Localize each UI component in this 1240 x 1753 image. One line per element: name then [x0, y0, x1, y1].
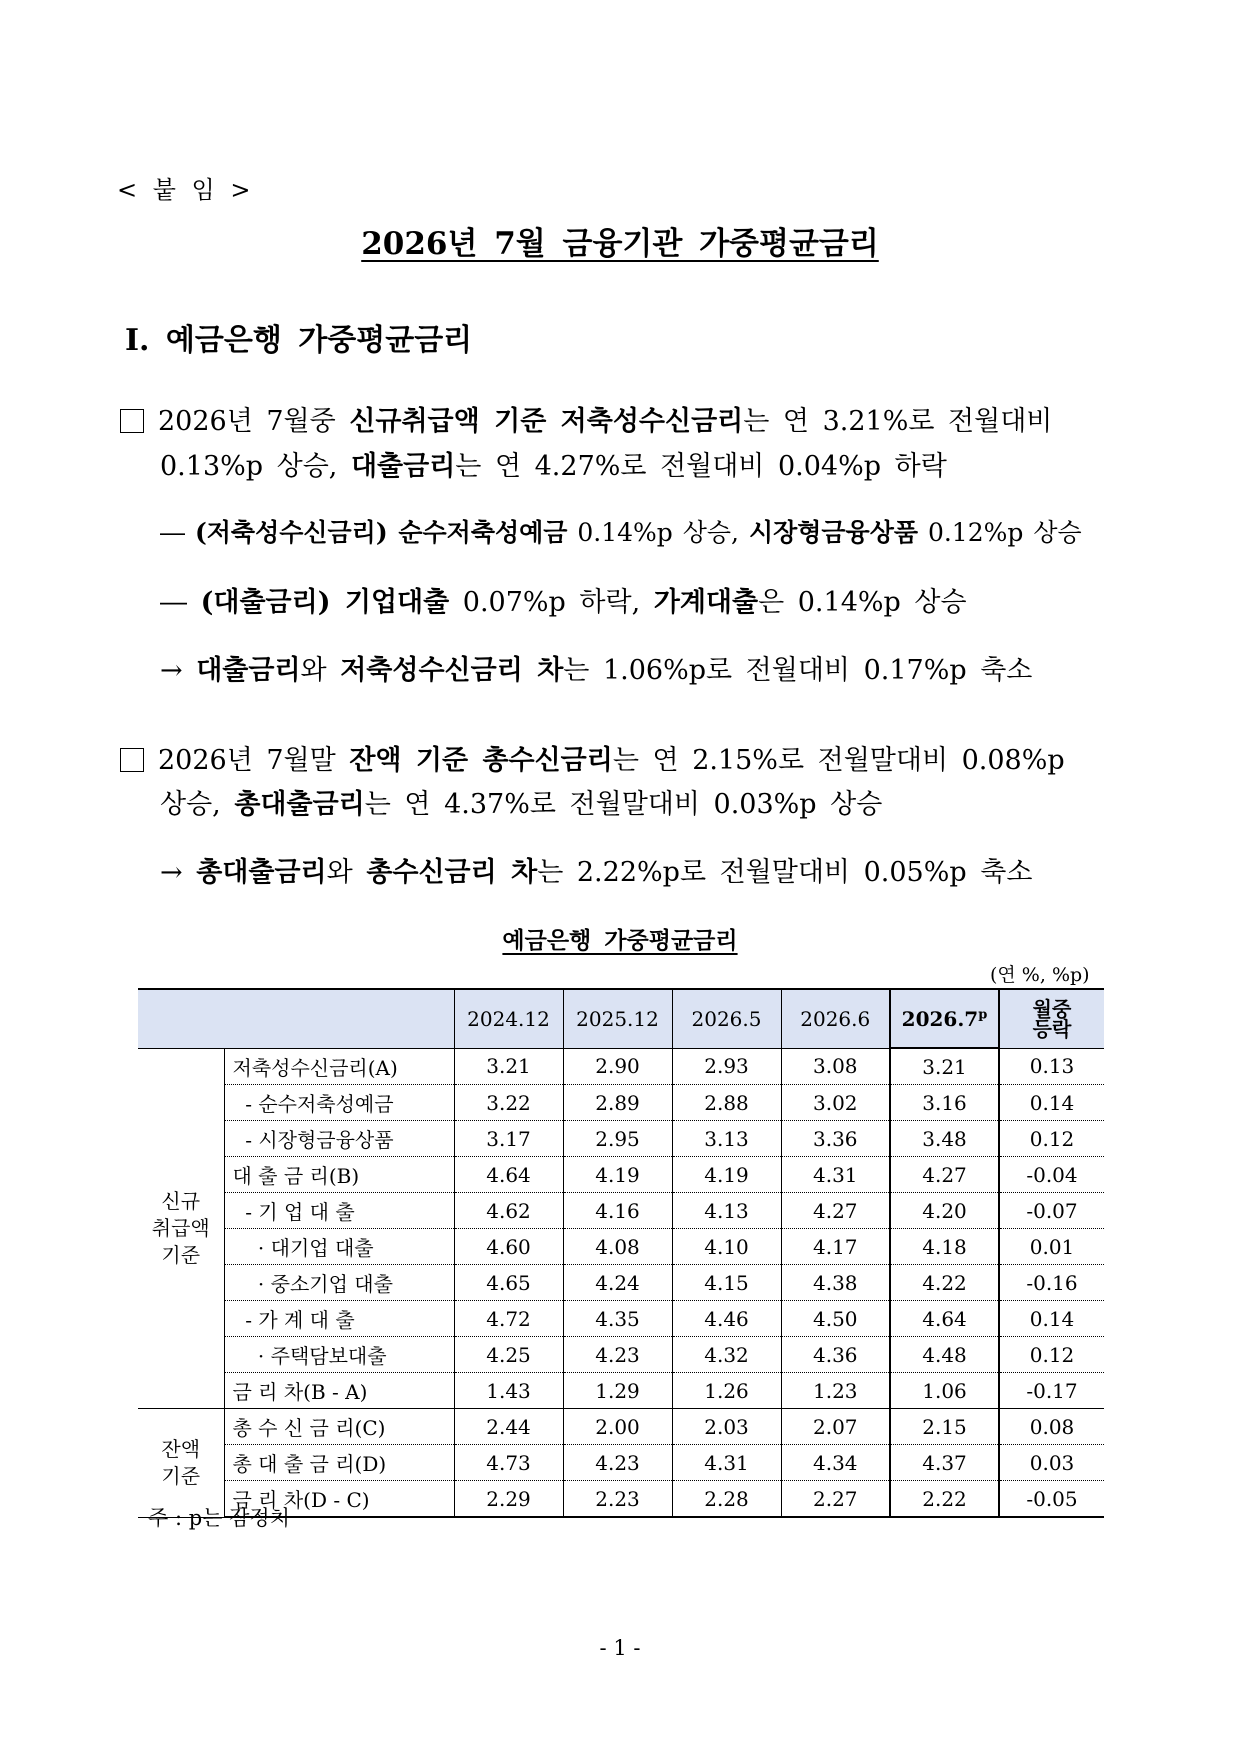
cell-value: 4.48 — [890, 1337, 999, 1373]
cell-value: 4.31 — [781, 1157, 890, 1193]
p2-text-d: 상승, — [160, 789, 235, 820]
d2-text-e: 은 0.14%p 상승 — [758, 587, 967, 618]
cell-value: -0.07 — [999, 1193, 1104, 1229]
p2-text-c: 는 연 2.15%로 전월말대비 0.08%p — [612, 745, 1065, 776]
cell-value: 4.22 — [890, 1265, 999, 1301]
header-col-2: 2025.12 — [563, 989, 672, 1048]
cell-value: 1.06 — [890, 1373, 999, 1409]
p1-text-a: 2026년 7월중 — [158, 406, 350, 437]
p2-text-f: 는 연 4.37%로 전월말대비 0.03%p 상승 — [364, 789, 883, 820]
cell-value: 4.64 — [890, 1301, 999, 1337]
cell-value: 4.65 — [454, 1265, 563, 1301]
cell-value: 0.14 — [999, 1301, 1104, 1337]
cell-value: 4.27 — [781, 1193, 890, 1229]
cell-value: 1.43 — [454, 1373, 563, 1409]
table-row — [138, 1229, 1104, 1265]
group-new-issuance-label: 신규 — [161, 1188, 201, 1213]
row-label: 총 수 신 금 리(C) — [224, 1409, 454, 1445]
row-label: - 가 계 대 출 — [224, 1301, 454, 1337]
cell-value: 1.23 — [781, 1373, 890, 1409]
cell-value: 4.62 — [454, 1193, 563, 1229]
header-blank — [138, 989, 454, 1048]
interest-rate-table — [138, 988, 1104, 1518]
a1-arrow: → — [160, 655, 197, 686]
cell-value: 0.03 — [999, 1445, 1104, 1481]
a1-bold-d: 저축성수신금리 차 — [340, 655, 564, 686]
cell-value: 2.15 — [890, 1409, 999, 1445]
header-change-line-2: 등락 — [1032, 1016, 1072, 1041]
provisional-mark: p — [978, 1006, 988, 1022]
table-row — [138, 1373, 1104, 1409]
row-label: 총 대 출 금 리(D) — [224, 1445, 454, 1481]
d1-bold-d: 시장형금융상품 — [748, 518, 918, 547]
cell-value: 1.26 — [672, 1373, 781, 1409]
cell-value: 0.14 — [999, 1085, 1104, 1121]
cell-value: -0.04 — [999, 1157, 1104, 1193]
table-row — [138, 1301, 1104, 1337]
group-new-issuance — [138, 1048, 224, 1409]
cell-value: 4.27 — [890, 1157, 999, 1193]
section-title: Ⅰ. 예금은행 가중평균금리 — [125, 323, 473, 358]
cell-value: 4.38 — [781, 1265, 890, 1301]
cell-value: 2.90 — [563, 1048, 672, 1085]
group-new-issuance-label: 취급액 — [151, 1215, 210, 1240]
cell-value: 4.25 — [454, 1337, 563, 1373]
cell-value: 4.72 — [454, 1301, 563, 1337]
d1-text-e: 0.12%p 상승 — [918, 518, 1082, 547]
p2-text-a: 2026년 7월말 — [158, 745, 350, 776]
checkbox-bullet-icon — [120, 748, 144, 772]
cell-value: 2.22 — [890, 1481, 999, 1518]
header-col-3: 2026.5 — [672, 989, 781, 1048]
p2-bold-b: 잔액 기준 총수신금리 — [349, 745, 613, 776]
row-label: · 주택담보대출 — [224, 1337, 454, 1373]
group-balance-label: 기준 — [161, 1463, 201, 1488]
attachment-label: < 붙 임 > — [117, 176, 255, 204]
a2-arrow: → — [160, 857, 197, 888]
a2-text-c: 와 — [326, 857, 367, 888]
cell-value: 4.32 — [672, 1337, 781, 1373]
cell-value: 4.20 — [890, 1193, 999, 1229]
cell-value: 1.29 — [563, 1373, 672, 1409]
d2-dash: ― — [160, 587, 201, 618]
row-label: · 중소기업 대출 — [224, 1265, 454, 1301]
cell-value: 4.16 — [563, 1193, 672, 1229]
p1-bold-b: 신규취급액 기준 저축성수신금리 — [349, 406, 744, 437]
dash-line-1 — [160, 513, 1082, 549]
table-row — [138, 1265, 1104, 1301]
cell-value: 4.15 — [672, 1265, 781, 1301]
cell-value: 2.44 — [454, 1409, 563, 1445]
cell-value: 2.89 — [563, 1085, 672, 1121]
header-col-1: 2024.12 — [454, 989, 563, 1048]
row-label: 금 리 차(D - C) — [224, 1481, 454, 1518]
table-unit: (연 %, %p) — [990, 964, 1090, 986]
arrow-line-2 — [160, 850, 1032, 889]
cell-value: 3.13 — [672, 1121, 781, 1157]
d2-bold-d: 가계대출 — [653, 587, 759, 618]
cell-value: -0.05 — [999, 1481, 1104, 1518]
p2-bold-e: 총대출금리 — [234, 789, 365, 820]
cell-value: 2.29 — [454, 1481, 563, 1518]
cell-value: 2.27 — [781, 1481, 890, 1518]
d1-dash: ― — [160, 518, 195, 547]
paragraph-1-line-2 — [160, 444, 947, 483]
a1-text-c: 와 — [300, 655, 341, 686]
a2-bold-d: 총수신금리 차 — [366, 857, 538, 888]
row-label: - 기 업 대 출 — [224, 1193, 454, 1229]
cell-value: 3.08 — [781, 1048, 890, 1085]
cell-value: 4.08 — [563, 1229, 672, 1265]
cell-value: 2.23 — [563, 1481, 672, 1518]
cell-value: 0.12 — [999, 1337, 1104, 1373]
cell-value: 4.23 — [563, 1445, 672, 1481]
row-label: 금 리 차(B - A) — [224, 1373, 454, 1409]
header-change-line-1: 월중 — [1032, 996, 1072, 1021]
document-title-text: 2026년 7월 금융기관 가중평균금리 — [361, 226, 879, 262]
cell-value: 0.08 — [999, 1409, 1104, 1445]
row-label: - 순수저축성예금 — [224, 1085, 454, 1121]
table-row — [138, 1157, 1104, 1193]
cell-value: 4.23 — [563, 1337, 672, 1373]
cell-value: 3.21 — [890, 1048, 999, 1085]
cell-value: 4.36 — [781, 1337, 890, 1373]
table-row — [138, 1085, 1104, 1121]
p1-bold-e: 대출금리 — [350, 451, 456, 482]
d1-bold-b: (저축성수신금리) 순수저축성예금 — [194, 518, 568, 547]
cell-value: 4.60 — [454, 1229, 563, 1265]
arrow-line-1 — [160, 648, 1032, 687]
cell-value: 4.18 — [890, 1229, 999, 1265]
group-balance-label: 잔액 — [161, 1436, 201, 1461]
cell-value: 2.88 — [672, 1085, 781, 1121]
cell-value: 2.03 — [672, 1409, 781, 1445]
p1-text-f: 는 연 4.27%로 전월대비 0.04%p 하락 — [455, 451, 947, 482]
cell-value: 4.13 — [672, 1193, 781, 1229]
table-row — [138, 1409, 1104, 1445]
table-title-text: 예금은행 가중평균금리 — [502, 927, 738, 954]
cell-value: 0.12 — [999, 1121, 1104, 1157]
cell-value: 3.36 — [781, 1121, 890, 1157]
paragraph-1-line-1 — [120, 399, 1052, 438]
paragraph-2-line-2 — [160, 782, 882, 821]
dash-line-2 — [160, 580, 967, 619]
cell-value: 3.02 — [781, 1085, 890, 1121]
a2-text-e: 는 2.22%p로 전월말대비 0.05%p 축소 — [537, 857, 1033, 888]
cell-value: 0.13 — [999, 1048, 1104, 1085]
cell-value: 2.00 — [563, 1409, 672, 1445]
group-balance — [138, 1409, 224, 1518]
cell-value: 4.37 — [890, 1445, 999, 1481]
header-col-5-text: 2026.7 — [901, 1006, 979, 1031]
cell-value: 2.28 — [672, 1481, 781, 1518]
cell-value: 4.50 — [781, 1301, 890, 1337]
table-row — [138, 1121, 1104, 1157]
cell-value: -0.16 — [999, 1265, 1104, 1301]
d1-text-c: 0.14%p 상승, — [567, 518, 749, 547]
cell-value: 4.46 — [672, 1301, 781, 1337]
cell-value: 0.01 — [999, 1229, 1104, 1265]
table-row — [138, 1337, 1104, 1373]
document-title — [0, 218, 1240, 263]
cell-value: 2.95 — [563, 1121, 672, 1157]
table-row — [138, 1445, 1104, 1481]
a2-bold-b: 총대출금리 — [196, 857, 327, 888]
cell-value: 4.73 — [454, 1445, 563, 1481]
cell-value: 4.19 — [563, 1157, 672, 1193]
table-row — [138, 1193, 1104, 1229]
d2-text-c: 0.07%p 하락, — [449, 587, 654, 618]
cell-value: 4.31 — [672, 1445, 781, 1481]
row-label: · 대기업 대출 — [224, 1229, 454, 1265]
header-change — [999, 989, 1104, 1048]
row-label: 저축성수신금리(A) — [224, 1048, 454, 1085]
row-label: - 시장형금융상품 — [224, 1121, 454, 1157]
d2-bold-b: (대출금리) 기업대출 — [200, 587, 450, 618]
cell-value: 4.19 — [672, 1157, 781, 1193]
header-col-5 — [890, 989, 999, 1048]
cell-value: 3.48 — [890, 1121, 999, 1157]
cell-value: 4.24 — [563, 1265, 672, 1301]
paragraph-2-line-1 — [120, 738, 1065, 777]
table-title — [0, 922, 1240, 955]
cell-value: 4.17 — [781, 1229, 890, 1265]
p1-text-d: 0.13%p 상승, — [160, 451, 351, 482]
cell-value: 4.10 — [672, 1229, 781, 1265]
group-new-issuance-label: 기준 — [161, 1242, 201, 1267]
cell-value: -0.17 — [999, 1373, 1104, 1409]
a1-bold-b: 대출금리 — [196, 655, 301, 686]
cell-value: 2.93 — [672, 1048, 781, 1085]
p1-text-c: 는 연 3.21%로 전월대비 — [743, 406, 1053, 437]
cell-value: 3.21 — [454, 1048, 563, 1085]
header-col-4: 2026.6 — [781, 989, 890, 1048]
cell-value: 4.64 — [454, 1157, 563, 1193]
cell-value: 4.35 — [563, 1301, 672, 1337]
cell-value: 3.16 — [890, 1085, 999, 1121]
row-label: 대 출 금 리(B) — [224, 1157, 454, 1193]
cell-value: 4.34 — [781, 1445, 890, 1481]
table-header-row — [138, 989, 1104, 1048]
a1-text-e: 는 1.06%p로 전월대비 0.17%p 축소 — [563, 655, 1033, 686]
cell-value: 3.17 — [454, 1121, 563, 1157]
checkbox-bullet-icon — [120, 409, 144, 433]
page-number: - 1 - — [599, 1636, 641, 1660]
cell-value: 3.22 — [454, 1085, 563, 1121]
cell-value: 2.07 — [781, 1409, 890, 1445]
footnote: 주 : p는 잠정치 — [148, 1506, 290, 1530]
table-row — [138, 1048, 1104, 1085]
